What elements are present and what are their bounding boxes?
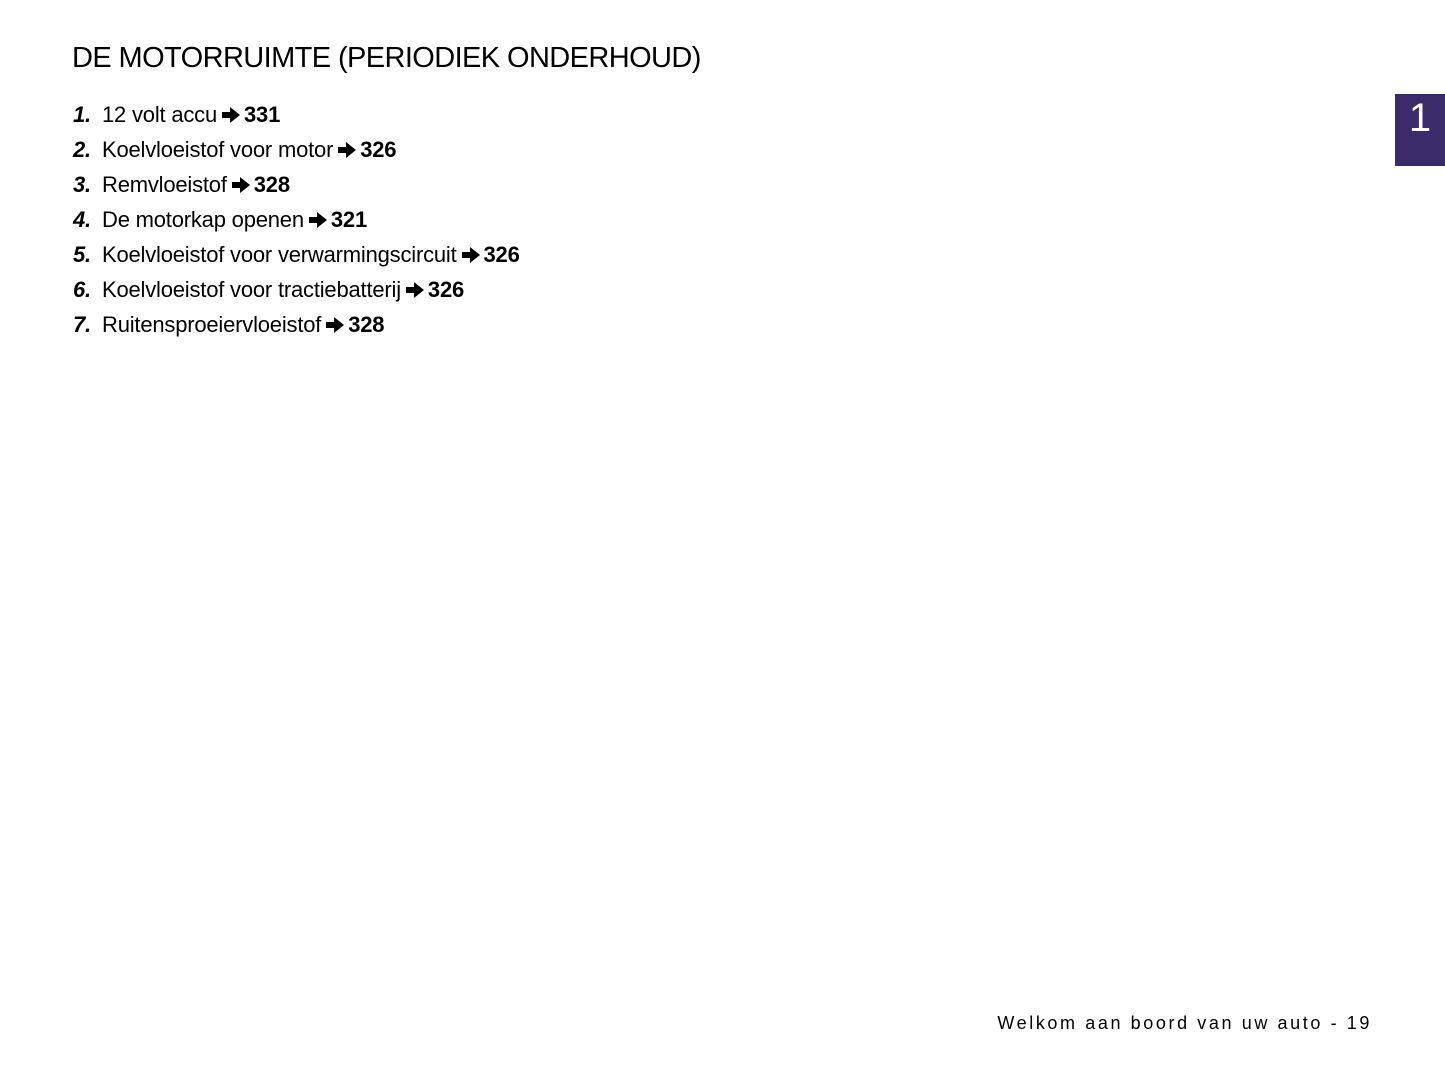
item-label: Koelvloeistof voor tractiebatterij xyxy=(102,277,401,302)
item-page-ref[interactable]: 326 xyxy=(360,137,397,162)
item-page-ref[interactable]: 328 xyxy=(253,172,290,197)
item-number: 4. xyxy=(73,207,91,232)
arrow-right-icon xyxy=(337,141,357,159)
list-item[interactable] xyxy=(73,272,520,307)
page-title: DE MOTORRUIMTE (PERIODIEK ONDERHOUD) xyxy=(72,42,701,74)
item-page-ref[interactable]: 331 xyxy=(244,102,281,127)
item-number: 5. xyxy=(73,242,91,267)
item-page-ref[interactable]: 326 xyxy=(483,242,520,267)
list-item[interactable] xyxy=(73,202,520,237)
arrow-right-icon xyxy=(325,316,345,334)
item-label: Koelvloeistof voor motor xyxy=(102,137,334,162)
arrow-right-icon xyxy=(231,176,251,194)
item-number: 6. xyxy=(73,277,91,302)
item-label: Ruitensproeiervloeistof xyxy=(102,312,322,337)
list-item[interactable] xyxy=(73,167,520,202)
item-label: De motorkap openen xyxy=(102,207,304,232)
arrow-right-icon xyxy=(221,106,241,124)
arrow-right-icon xyxy=(308,211,328,229)
item-label: Remvloeistof xyxy=(102,172,227,197)
item-number: 2. xyxy=(73,137,91,162)
item-number: 1. xyxy=(73,102,91,127)
item-label: Koelvloeistof voor verwarmingscircuit xyxy=(102,242,457,267)
item-number: 3. xyxy=(73,172,91,197)
list-item[interactable] xyxy=(73,237,520,272)
item-page-ref[interactable]: 328 xyxy=(348,312,385,337)
item-number: 7. xyxy=(73,312,91,337)
list-item[interactable] xyxy=(73,97,520,132)
chapter-tab[interactable]: 1 xyxy=(1395,94,1445,166)
item-page-ref[interactable]: 326 xyxy=(427,277,465,302)
item-page-ref[interactable]: 321 xyxy=(330,207,367,232)
maintenance-item-list xyxy=(73,97,520,342)
list-item[interactable] xyxy=(73,307,520,342)
page-footer: Welkom aan boord van uw auto - 19 xyxy=(997,1013,1372,1033)
arrow-right-icon xyxy=(405,281,425,299)
item-label: 12 volt accu xyxy=(102,102,218,127)
list-item[interactable] xyxy=(73,132,520,167)
arrow-right-icon xyxy=(461,246,481,264)
